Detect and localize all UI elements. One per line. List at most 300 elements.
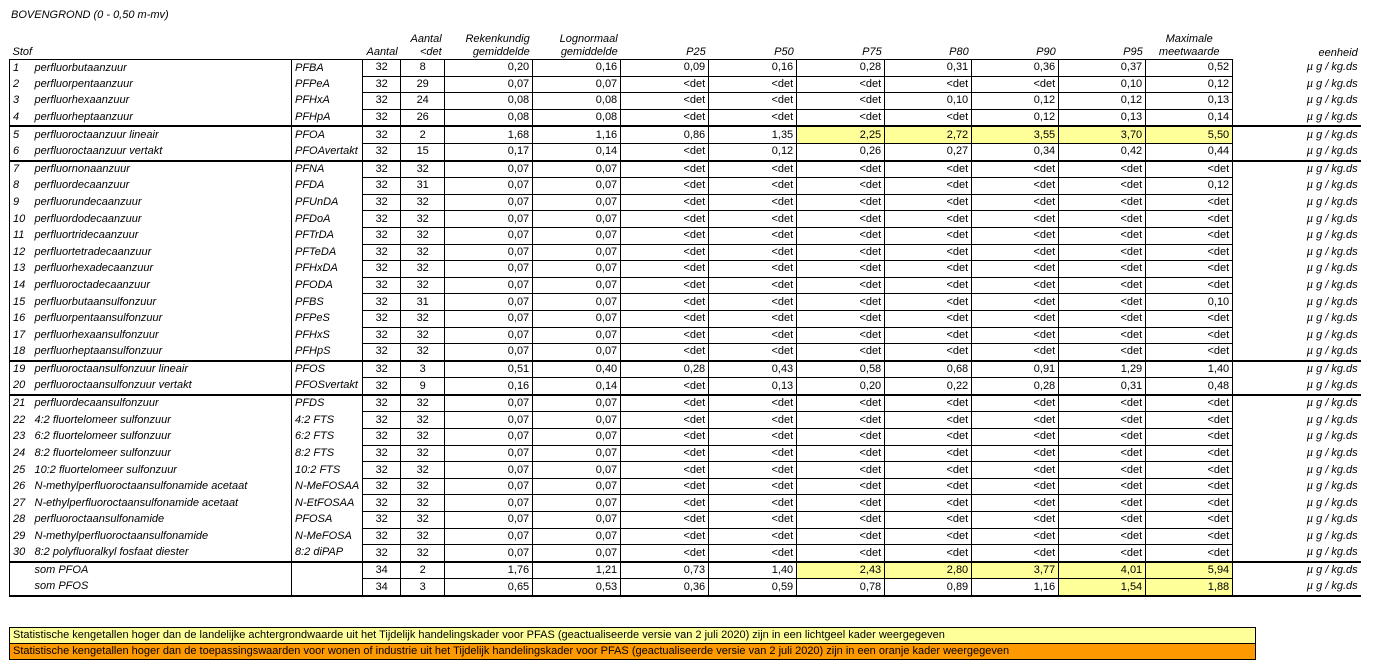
value-cell: <det [709, 412, 797, 429]
row-number: 28 [10, 512, 32, 529]
row-number: 12 [10, 244, 32, 261]
value-cell: 26 [401, 109, 445, 126]
substance-name: perfluorpentaansulfonzuur [34, 312, 163, 325]
value-cell: <det [972, 227, 1059, 244]
value-cell: 9 [401, 378, 445, 395]
value-cell: 32 [363, 378, 401, 395]
value-cell: <det [797, 412, 885, 429]
value-cell: 32 [401, 327, 445, 344]
sum-value-cell: 1,40 [709, 562, 797, 579]
value-cell: 1,35 [709, 126, 797, 143]
sum-value-cell: 5,94 [1146, 562, 1233, 579]
substance-abbr: PFUnDA [292, 194, 363, 211]
value-cell: <det [797, 277, 885, 294]
value-cell: <det [1059, 277, 1146, 294]
substance-abbr: PFOAvertakt [292, 143, 363, 160]
value-cell: 32 [363, 76, 401, 93]
value-cell: 8 [401, 60, 445, 77]
value-cell: 0,26 [797, 143, 885, 160]
unit-label: µ g / kg.ds [1306, 529, 1358, 542]
value-cell: 0,07 [445, 194, 533, 211]
substance-name: 8:2 fluortelomeer sulfonzuur [34, 446, 171, 459]
substance-abbr: PFOSA [292, 512, 363, 529]
unit-label: µ g / kg.ds [1306, 480, 1358, 493]
value-cell: 3,55 [972, 126, 1059, 143]
table-row [10, 109, 1361, 126]
unit-label: µ g / kg.ds [1306, 77, 1358, 90]
substance-abbr: 10:2 FTS [292, 462, 363, 479]
value-cell: 0,07 [533, 528, 621, 545]
row-number: 20 [10, 378, 32, 395]
table-row [10, 545, 1361, 562]
value-cell: <det [709, 109, 797, 126]
value-cell: <det [797, 310, 885, 327]
row-number: 24 [10, 445, 32, 462]
value-cell: 15 [401, 143, 445, 160]
substance-abbr: PFBA [292, 60, 363, 77]
value-cell: 32 [363, 412, 401, 429]
value-cell: <det [621, 76, 709, 93]
sum-value-cell: 2,43 [797, 562, 885, 579]
value-cell: 0,07 [533, 261, 621, 278]
value-cell: <det [1059, 495, 1146, 512]
value-cell: <det [1059, 211, 1146, 228]
value-cell: 0,07 [533, 76, 621, 93]
value-cell: 0,13 [709, 378, 797, 395]
value-cell: 32 [363, 512, 401, 529]
value-cell: <det [1059, 310, 1146, 327]
substance-name: perfluorheptaanzuur [34, 110, 133, 123]
value-cell: 0,36 [972, 60, 1059, 77]
value-cell: 32 [363, 294, 401, 311]
value-cell: <det [1146, 344, 1233, 361]
value-cell: 0,07 [533, 512, 621, 529]
substance-abbr: N-MeFOSA [292, 528, 363, 545]
value-cell: <det [797, 109, 885, 126]
value-cell: <det [621, 478, 709, 495]
value-cell: <det [1059, 429, 1146, 446]
value-cell: <det [709, 178, 797, 195]
value-cell: 32 [363, 495, 401, 512]
sum-name: som PFOA [32, 562, 292, 579]
sum-value-cell: 0,36 [621, 579, 709, 596]
substance-name: perfluortetradecaanzuur [34, 245, 152, 258]
header-p25: P25 [621, 28, 709, 60]
substance-abbr: PFBS [292, 294, 363, 311]
value-cell: <det [885, 478, 972, 495]
value-cell: <det [885, 244, 972, 261]
value-cell: 0,10 [1059, 76, 1146, 93]
value-cell: 0,07 [445, 528, 533, 545]
substance-name: perfluorhexaanzuur [34, 94, 130, 107]
header-p90: P90 [972, 28, 1059, 60]
value-cell: 32 [401, 310, 445, 327]
sum-value-cell: 0,65 [445, 579, 533, 596]
unit-label: µ g / kg.ds [1306, 295, 1358, 308]
value-cell: <det [709, 462, 797, 479]
value-cell: 0,07 [445, 277, 533, 294]
substance-abbr: PFNA [292, 161, 363, 178]
value-cell: 32 [401, 161, 445, 178]
value-cell: <det [1059, 327, 1146, 344]
value-cell: <det [709, 227, 797, 244]
row-number: 2 [10, 76, 32, 93]
value-cell: <det [1059, 528, 1146, 545]
sum-value-cell: 0,78 [797, 579, 885, 596]
unit-label: µ g / kg.ds [1306, 145, 1358, 158]
value-cell: <det [1146, 261, 1233, 278]
value-cell: <det [1146, 528, 1233, 545]
sum-value-cell: 0,73 [621, 562, 709, 579]
unit-label: µ g / kg.ds [1306, 496, 1358, 509]
value-cell: <det [972, 244, 1059, 261]
value-cell: <det [972, 478, 1059, 495]
value-cell: 0,07 [533, 244, 621, 261]
value-cell: 29 [401, 76, 445, 93]
value-cell: <det [1059, 178, 1146, 195]
value-cell: <det [797, 445, 885, 462]
value-cell: 0,07 [533, 344, 621, 361]
value-cell: <det [885, 310, 972, 327]
value-cell: 32 [363, 344, 401, 361]
value-cell: <det [709, 211, 797, 228]
value-cell: 32 [363, 395, 401, 412]
sum-row [10, 562, 1361, 579]
value-cell: 0,07 [533, 294, 621, 311]
row-number: 26 [10, 478, 32, 495]
header-aantal: Aantal [363, 28, 401, 60]
value-cell: <det [1146, 194, 1233, 211]
value-cell: 32 [401, 194, 445, 211]
value-cell: <det [709, 76, 797, 93]
substance-name: perfluoroctaansulfonzuur lineair [32, 361, 292, 378]
value-cell: <det [621, 462, 709, 479]
value-cell: 0,07 [445, 445, 533, 462]
sum-value-cell: 1,76 [445, 562, 533, 579]
table-row [10, 327, 1361, 344]
value-cell: 2,72 [885, 126, 972, 143]
sum-value-cell: 3,77 [972, 562, 1059, 579]
value-cell: 0,12 [972, 93, 1059, 110]
value-cell: 0,91 [972, 361, 1059, 378]
value-cell: 0,07 [445, 462, 533, 479]
value-cell: <det [621, 495, 709, 512]
unit-label: µ g / kg.ds [1306, 94, 1358, 107]
value-cell: <det [797, 545, 885, 562]
value-cell: <det [885, 161, 972, 178]
legend [9, 627, 1256, 660]
substance-name: perfluorheptaansulfonzuur [34, 345, 163, 358]
value-cell: <det [885, 545, 972, 562]
substance-abbr: PFDA [292, 178, 363, 195]
value-cell: 32 [363, 93, 401, 110]
value-cell: <det [797, 161, 885, 178]
unit-label: µ g / kg.ds [1233, 562, 1361, 579]
value-cell: 0,68 [885, 361, 972, 378]
value-cell: <det [972, 327, 1059, 344]
value-cell: <det [621, 109, 709, 126]
statistics-table [9, 28, 1361, 597]
row-number: 1 [10, 60, 32, 77]
value-cell: 0,07 [533, 161, 621, 178]
substance-name: perfluorbutaanzuur [34, 61, 127, 74]
value-cell: <det [621, 143, 709, 160]
sum-abbr-empty [292, 562, 363, 579]
value-cell: <det [709, 244, 797, 261]
sum-value-cell: 1,16 [972, 579, 1059, 596]
substance-abbr: PFHxA [292, 93, 363, 110]
value-cell: <det [885, 178, 972, 195]
value-cell: 32 [401, 445, 445, 462]
value-cell: 32 [363, 261, 401, 278]
value-cell: 0,07 [445, 211, 533, 228]
substance-abbr: 8:2 diPAP [292, 545, 363, 562]
value-cell: 0,16 [445, 378, 533, 395]
row-number: 10 [10, 211, 32, 228]
value-cell: <det [1146, 327, 1233, 344]
legend-orange-note: Statistische kengetallen hoger dan de toepassingswaarden voor wonen of industrie uit het Tijdelijk handelingskader voor PFAS (geactualiseerde versie van 2 juli 2020) zijn in een oranje kader weergegeven [9, 644, 1256, 660]
unit-label: µ g / kg.ds [1306, 312, 1358, 325]
table-row [10, 395, 1361, 412]
table-row [10, 277, 1361, 294]
value-cell: 0,07 [445, 76, 533, 93]
value-cell: <det [621, 445, 709, 462]
value-cell: <det [709, 277, 797, 294]
value-cell: <det [709, 194, 797, 211]
sum-spacer [10, 562, 32, 579]
header-aantal-det: Aantal <det [401, 28, 445, 60]
value-cell: 0,07 [533, 395, 621, 412]
header-abbr [292, 28, 363, 60]
value-cell: 32 [401, 277, 445, 294]
value-cell: <det [1059, 478, 1146, 495]
value-cell: 1,16 [533, 126, 621, 143]
unit-label: µ g / kg.ds [1306, 179, 1358, 192]
row-number: 19 [10, 361, 32, 378]
value-cell: 0,58 [797, 361, 885, 378]
value-cell: <det [621, 277, 709, 294]
value-cell: <det [621, 244, 709, 261]
value-cell: <det [797, 395, 885, 412]
value-cell: 32 [363, 227, 401, 244]
header-p50: P50 [709, 28, 797, 60]
value-cell: 32 [401, 495, 445, 512]
value-cell: <det [797, 462, 885, 479]
value-cell: 0,07 [445, 512, 533, 529]
value-cell: 0,07 [533, 545, 621, 562]
table-row [10, 178, 1361, 195]
value-cell: <det [621, 211, 709, 228]
substance-name: perfluorbutaansulfonzuur [34, 295, 157, 308]
value-cell: <det [621, 261, 709, 278]
unit-label: µ g / kg.ds [1306, 379, 1358, 392]
value-cell: 1,40 [1146, 361, 1233, 378]
substance-name: perfluoroctaanzuur lineair [32, 126, 292, 143]
substance-name: perfluorpentaanzuur [34, 77, 133, 90]
value-cell: <det [885, 429, 972, 446]
value-cell: 0,12 [1146, 178, 1233, 195]
value-cell: <det [1059, 545, 1146, 562]
sum-value-cell: 1,54 [1059, 579, 1146, 596]
value-cell: <det [885, 344, 972, 361]
value-cell: 0,14 [533, 143, 621, 160]
value-cell: <det [621, 227, 709, 244]
substance-abbr: PFTeDA [292, 244, 363, 261]
value-cell: 0,07 [533, 327, 621, 344]
value-cell: 0,17 [445, 143, 533, 160]
substance-abbr: PFPeA [292, 76, 363, 93]
header-p75: P75 [797, 28, 885, 60]
substance-name: 8:2 polyfluoralkyl fosfaat diester [32, 545, 292, 562]
value-cell: <det [885, 294, 972, 311]
value-cell: 31 [401, 178, 445, 195]
value-cell: 0,37 [1059, 60, 1146, 77]
value-cell: <det [1059, 344, 1146, 361]
value-cell: <det [621, 310, 709, 327]
value-cell: <det [621, 93, 709, 110]
value-cell: <det [797, 327, 885, 344]
value-cell: <det [1059, 261, 1146, 278]
value-cell: 0,07 [533, 412, 621, 429]
value-cell: 32 [363, 528, 401, 545]
row-number: 3 [10, 93, 32, 110]
value-cell: 0,31 [885, 60, 972, 77]
sum-value-cell: 0,53 [533, 579, 621, 596]
value-cell: 32 [363, 178, 401, 195]
value-cell: <det [797, 512, 885, 529]
row-number: 5 [10, 126, 32, 143]
value-cell: 0,42 [1059, 143, 1146, 160]
substance-name: perfluordodecaanzuur [34, 212, 142, 225]
value-cell: <det [1146, 462, 1233, 479]
unit-label: µ g / kg.ds [1306, 279, 1358, 292]
table-row [10, 227, 1361, 244]
substance-name: 4:2 fluortelomeer sulfonzuur [34, 413, 171, 426]
value-cell: <det [709, 344, 797, 361]
substance-name: perfluordecaansulfonzuur [32, 395, 292, 412]
value-cell: 0,07 [445, 310, 533, 327]
value-cell: <det [1146, 395, 1233, 412]
unit-label: µ g / kg.ds [1306, 345, 1358, 358]
value-cell: 24 [401, 93, 445, 110]
table-row [10, 143, 1361, 160]
row-number: 13 [10, 261, 32, 278]
table-row [10, 261, 1361, 278]
value-cell: <det [621, 344, 709, 361]
value-cell: 0,08 [445, 109, 533, 126]
substance-abbr: PFHpS [292, 344, 363, 361]
value-cell: 0,13 [1059, 109, 1146, 126]
value-cell: <det [797, 261, 885, 278]
table-row [10, 445, 1361, 462]
unit-label: µ g / kg.ds [1306, 229, 1358, 242]
table-row [10, 378, 1361, 395]
substance-abbr: PFOSvertakt [292, 378, 363, 395]
value-cell: 2,25 [797, 126, 885, 143]
value-cell: 0,07 [445, 395, 533, 412]
value-cell: <det [1146, 429, 1233, 446]
table-row [10, 344, 1361, 361]
value-cell: 2 [401, 126, 445, 143]
substance-abbr: PFTrDA [292, 227, 363, 244]
value-cell: <det [885, 76, 972, 93]
value-cell: <det [1146, 161, 1233, 178]
value-cell: <det [1059, 445, 1146, 462]
value-cell: 0,07 [533, 227, 621, 244]
substance-abbr: PFHpA [292, 109, 363, 126]
header-p80: P80 [885, 28, 972, 60]
value-cell: <det [885, 445, 972, 462]
substance-name: N-ethylperfluoroctaansulfonamide acetaat [34, 496, 239, 509]
value-cell: <det [709, 161, 797, 178]
value-cell: <det [885, 327, 972, 344]
table-row [10, 310, 1361, 327]
value-cell: 32 [363, 277, 401, 294]
value-cell: 0,07 [445, 412, 533, 429]
substance-name: perfluoroctaansulfonzuur vertakt [34, 379, 192, 392]
sum-value-cell: 34 [363, 562, 401, 579]
value-cell: <det [709, 294, 797, 311]
value-cell: 0,48 [1146, 378, 1233, 395]
unit-label: µ g / kg.ds [1306, 430, 1358, 443]
value-cell: <det [709, 478, 797, 495]
value-cell: 0,07 [533, 178, 621, 195]
table-row [10, 294, 1361, 311]
value-cell: 32 [363, 361, 401, 378]
value-cell: 0,28 [797, 60, 885, 77]
value-cell: <det [797, 227, 885, 244]
value-cell: <det [797, 194, 885, 211]
value-cell: <det [885, 495, 972, 512]
value-cell: 32 [363, 327, 401, 344]
value-cell: 0,28 [972, 378, 1059, 395]
unit-label: µ g / kg.ds [1306, 110, 1358, 123]
substance-name: perfluorundecaanzuur [34, 196, 142, 209]
value-cell: <det [972, 445, 1059, 462]
table-row [10, 126, 1361, 143]
value-cell: <det [885, 528, 972, 545]
value-cell: 0,07 [445, 161, 533, 178]
value-cell: <det [885, 277, 972, 294]
value-cell: 1,29 [1059, 361, 1146, 378]
value-cell: 32 [363, 244, 401, 261]
page-title: BOVENGROND (0 - 0,50 m-mv) [11, 9, 169, 21]
substance-name: perfluoroctaanzuur vertakt [34, 145, 163, 158]
value-cell: 1,68 [445, 126, 533, 143]
value-cell: <det [972, 178, 1059, 195]
value-cell: <det [797, 93, 885, 110]
value-cell: 0,20 [797, 378, 885, 395]
value-cell: <det [885, 512, 972, 529]
unit-label: µ g / kg.ds [1233, 361, 1361, 378]
value-cell: <det [1059, 512, 1146, 529]
value-cell: 32 [363, 126, 401, 143]
substance-name: 10:2 fluortelomeer sulfonzuur [34, 463, 177, 476]
substance-abbr: PFPeS [292, 310, 363, 327]
value-cell: 0,07 [533, 277, 621, 294]
value-cell: 0,07 [445, 344, 533, 361]
table-row [10, 462, 1361, 479]
value-cell: 0,14 [533, 378, 621, 395]
table-row [10, 76, 1361, 93]
table-row [10, 528, 1361, 545]
value-cell: 32 [363, 478, 401, 495]
value-cell: 32 [363, 310, 401, 327]
sum-name: som PFOS [32, 579, 292, 596]
value-cell: 0,40 [533, 361, 621, 378]
value-cell: <det [972, 76, 1059, 93]
value-cell: <det [797, 178, 885, 195]
